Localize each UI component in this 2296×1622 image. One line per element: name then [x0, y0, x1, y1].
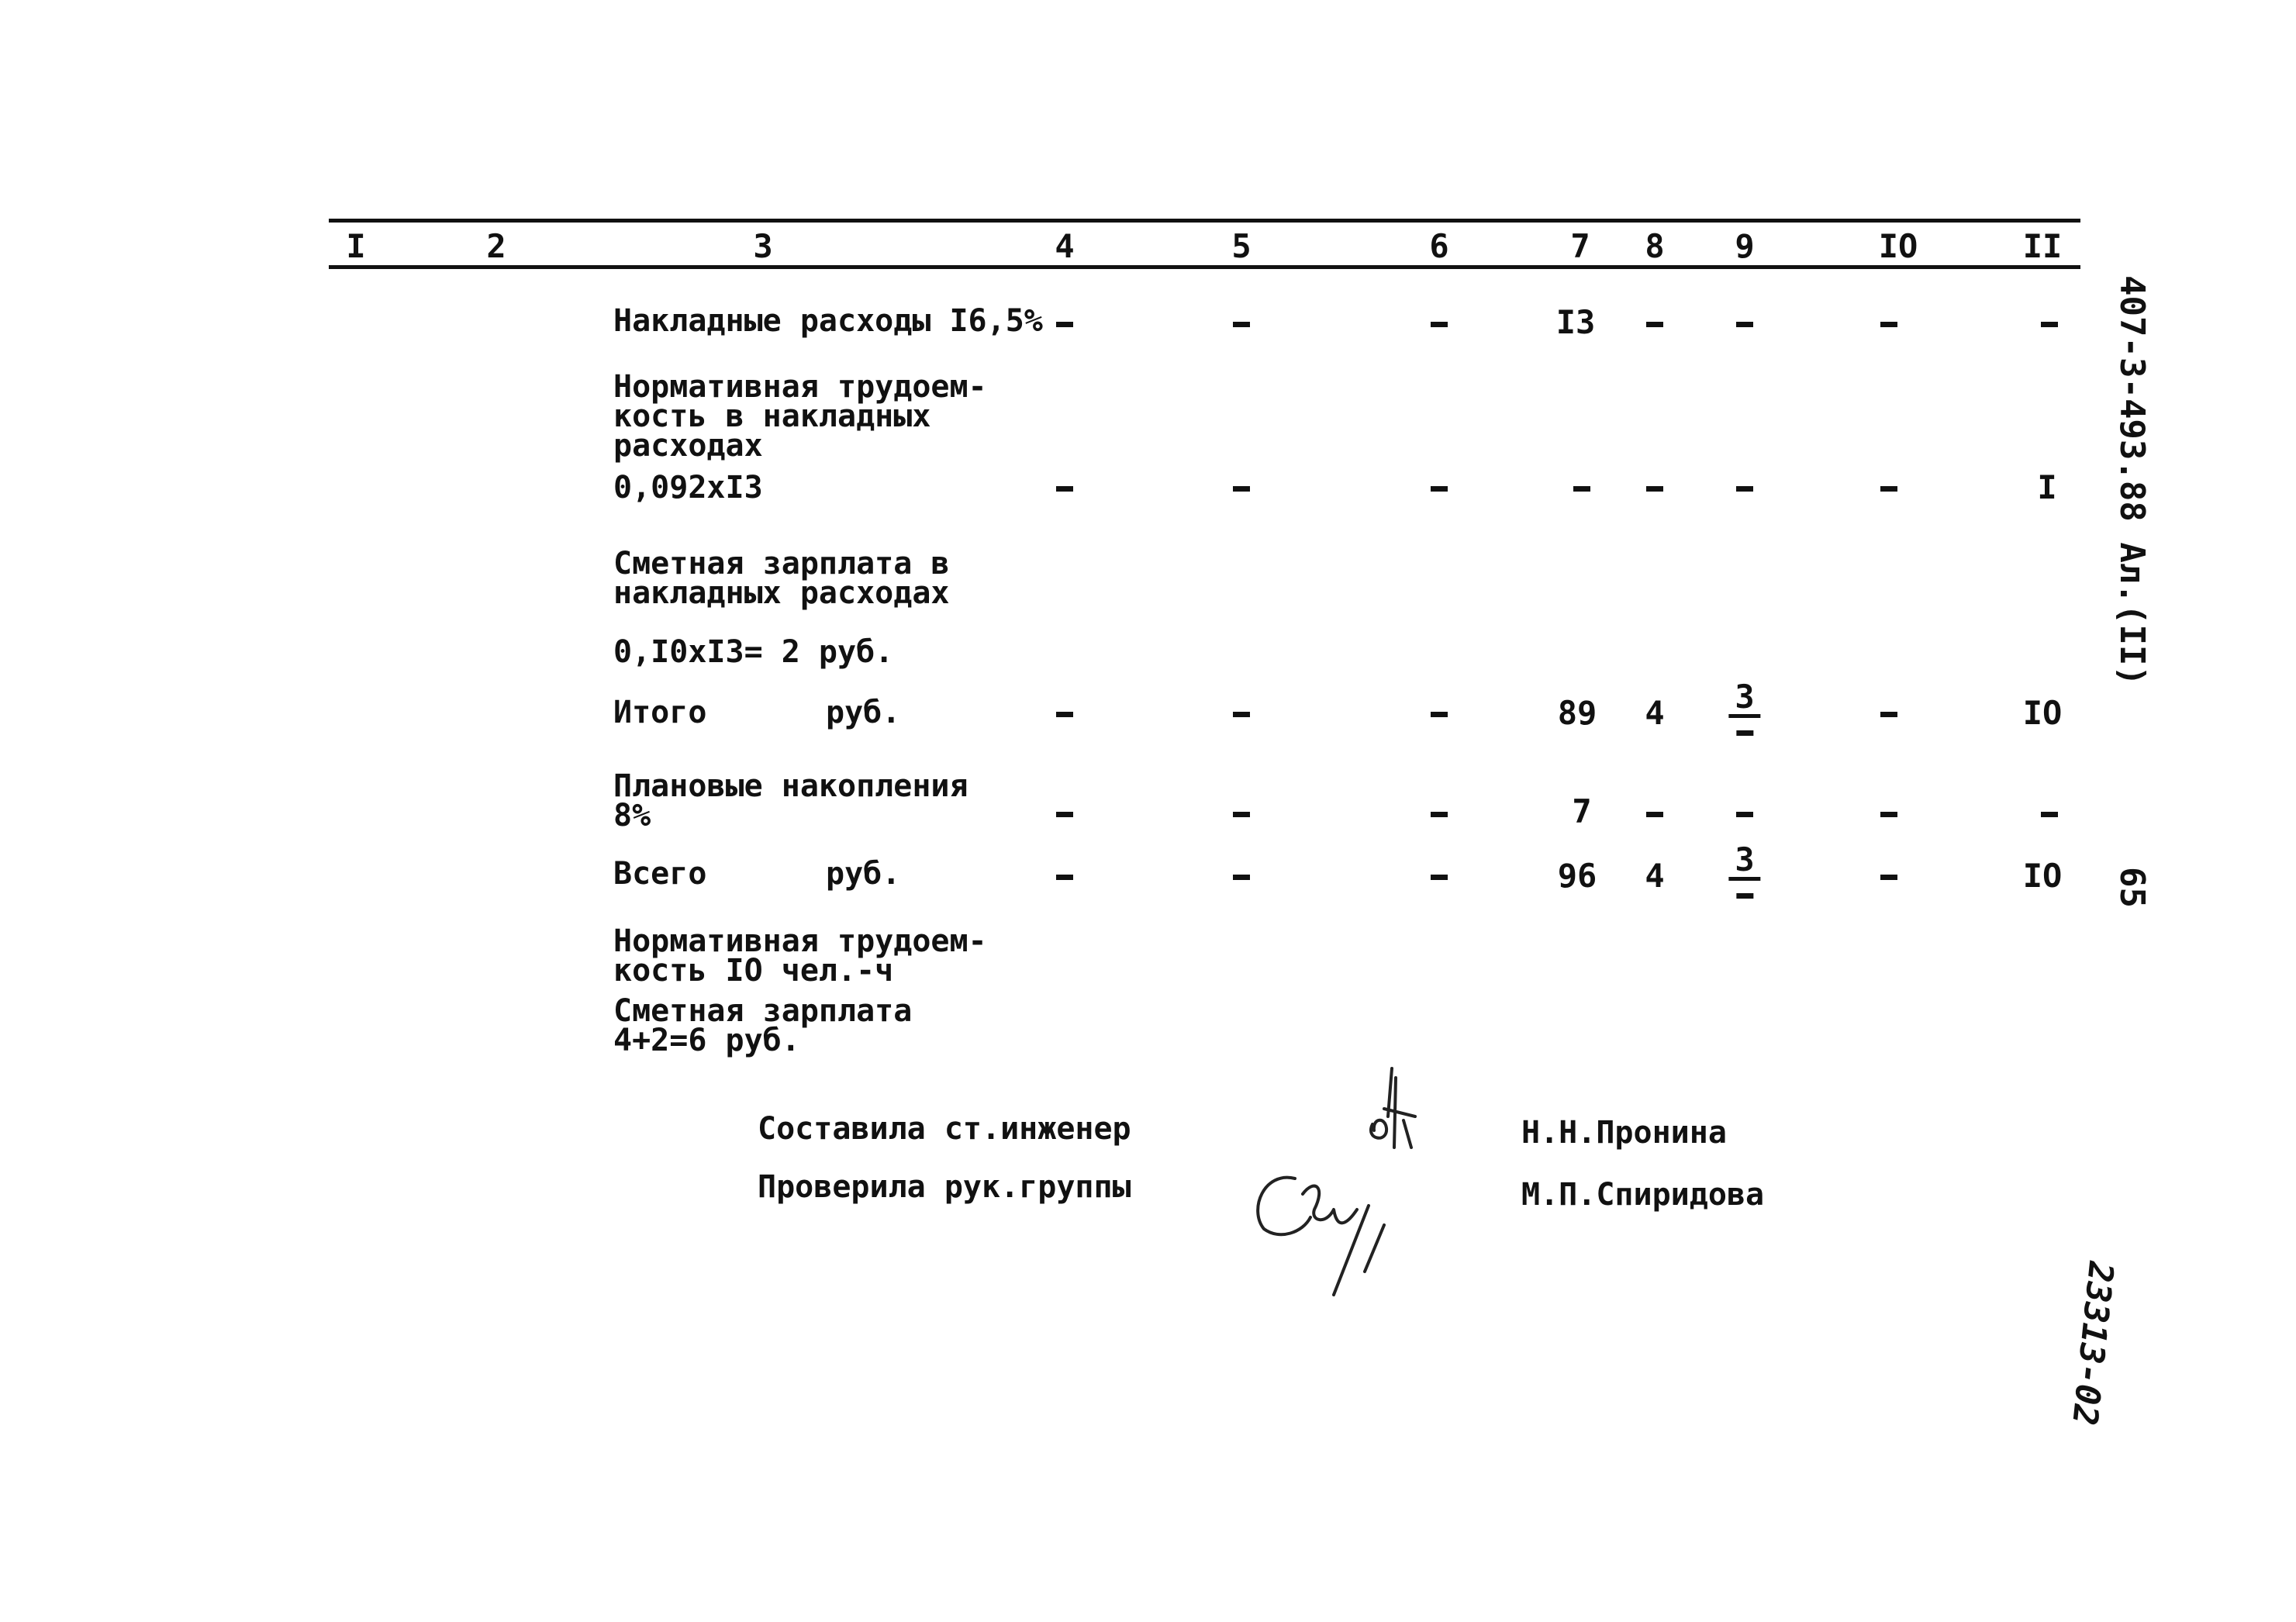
column-header-11: II: [2022, 227, 2063, 265]
cell-col7: 7: [1572, 792, 1592, 830]
empty-dash: [1233, 486, 1250, 492]
fraction-denominator-dash: [1736, 893, 1753, 899]
cell-col8: 4: [1645, 694, 1665, 732]
inventory-number: 23313-02: [2064, 1259, 2121, 1427]
row-label-calc1: 0,092хI3: [613, 470, 763, 506]
row-label-total: Всего: [613, 856, 707, 892]
empty-dash: [1880, 812, 1897, 817]
cell-col7: I3: [1555, 303, 1596, 341]
empty-dash: [1880, 712, 1897, 717]
empty-dash: [1431, 712, 1448, 717]
row-unit-total: руб.: [826, 856, 901, 892]
empty-dash: [1056, 712, 1073, 717]
row-label-wage: Сметная зарплата 4+2=6 руб.: [613, 993, 913, 1058]
empty-dash: [1736, 812, 1753, 817]
row-label-wage-overhead: Сметная зарплата в накладных расходах: [613, 546, 950, 611]
checked-by-name: М.П.Спиридова: [1521, 1177, 1765, 1213]
fraction-numerator: 3: [1728, 680, 1760, 718]
row-label-planned: Плановые накопления 8%: [613, 768, 968, 833]
cell-col11: I: [2037, 468, 2057, 506]
empty-dash: [1431, 322, 1448, 327]
empty-dash: [1646, 322, 1663, 327]
empty-dash: [1056, 875, 1073, 880]
composed-by-name: Н.Н.Пронина: [1521, 1115, 1727, 1151]
empty-dash: [1056, 322, 1073, 327]
row-label-norm-labor-overhead: Нормативная трудоем- кость в накладных расходах: [613, 369, 987, 464]
row-label-subtotal: Итого: [613, 695, 707, 730]
empty-dash: [1880, 322, 1897, 327]
empty-dash: [1233, 322, 1250, 327]
signature-mark-2: [1241, 1163, 1411, 1303]
empty-dash: [1880, 486, 1897, 492]
column-header-1: I: [346, 227, 366, 265]
column-header-3: 3: [753, 227, 773, 265]
column-header-6: 6: [1429, 227, 1449, 265]
row-unit-subtotal: руб.: [826, 695, 901, 730]
composed-by-role: Составила ст.инженер: [758, 1111, 1131, 1147]
empty-dash: [1431, 812, 1448, 817]
row-label-norm-labor: Нормативная трудоем- кость IO чел.-ч: [613, 923, 987, 989]
row-label-overhead: Накладные расходы I6,5%: [613, 303, 1043, 339]
empty-dash: [1431, 875, 1448, 880]
empty-dash: [1646, 486, 1663, 492]
column-header-4: 4: [1055, 227, 1075, 265]
column-header-5: 5: [1231, 227, 1252, 265]
column-header-2: 2: [486, 227, 506, 265]
header-top-rule: [329, 219, 2080, 223]
empty-dash: [1056, 812, 1073, 817]
cell-col8: 4: [1645, 857, 1665, 895]
empty-dash: [1736, 322, 1753, 327]
cell-col9-fraction: [1728, 840, 1760, 899]
fraction-numerator: 3: [1728, 843, 1760, 881]
cell-col7: 89: [1557, 694, 1597, 732]
empty-dash: [1233, 712, 1250, 717]
empty-dash: [1431, 486, 1448, 492]
empty-dash: [1736, 486, 1753, 492]
column-header-10: IO: [1878, 227, 1918, 265]
empty-dash: [1233, 812, 1250, 817]
column-header-7: 7: [1570, 227, 1590, 265]
empty-dash: [1646, 812, 1663, 817]
empty-dash: [1056, 486, 1073, 492]
cell-col7: 96: [1557, 857, 1597, 895]
empty-dash: [1880, 875, 1897, 880]
cell-col11: IO: [2022, 857, 2063, 895]
header-bottom-rule: [329, 265, 2080, 269]
sheet-reference: 407-3-493.88 Ал.(II): [2112, 275, 2152, 686]
cell-col11: IO: [2022, 694, 2063, 732]
column-header-8: 8: [1645, 227, 1665, 265]
fraction-denominator-dash: [1736, 730, 1753, 736]
cell-col9-fraction: [1728, 680, 1760, 736]
empty-dash: [2041, 812, 2058, 817]
row-label-calc2: 0,I0хI3= 2 руб.: [613, 634, 894, 670]
checked-by-role: Проверила рук.группы: [758, 1169, 1131, 1205]
signature-mark-1: [1349, 1062, 1435, 1171]
page-number: 65: [2112, 867, 2152, 908]
empty-dash: [1573, 486, 1590, 492]
column-header-9: 9: [1735, 227, 1755, 265]
empty-dash: [2041, 322, 2058, 327]
empty-dash: [1233, 875, 1250, 880]
